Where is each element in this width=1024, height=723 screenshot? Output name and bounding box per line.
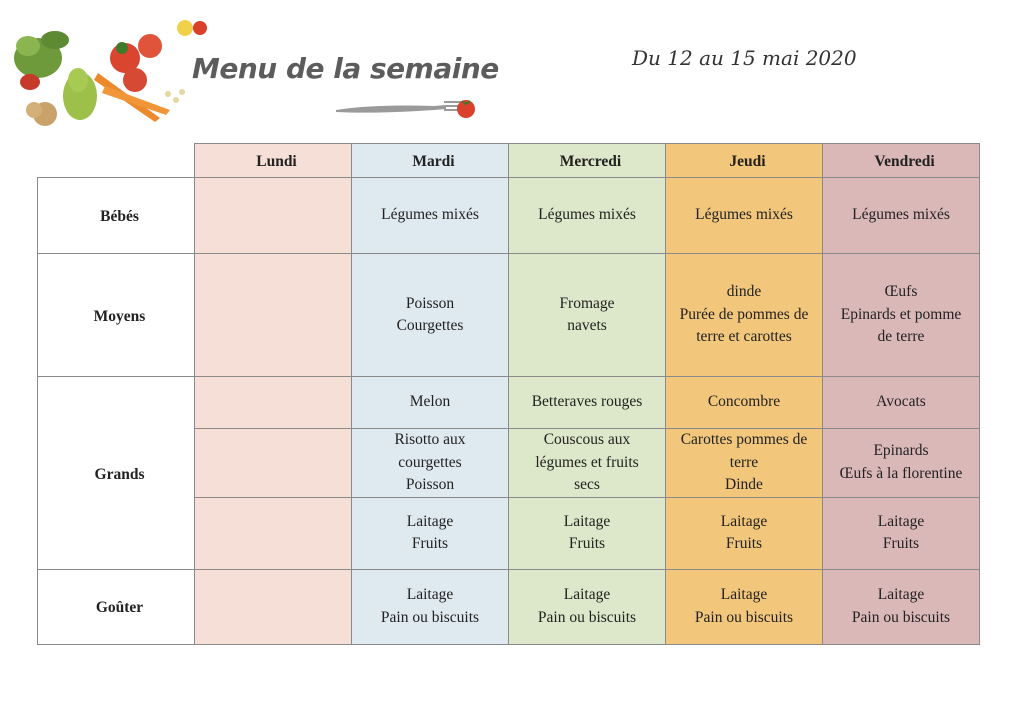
dish-line: Epinards [873,442,929,460]
row-label-moyens: Moyens [38,254,195,377]
cell-gouter-mardi [352,569,509,644]
cell-grands-plat-mercredi [509,429,666,498]
header-row [38,144,980,178]
dish-line: Poisson [405,294,455,312]
dish-line: courgettes [398,453,462,471]
dish-line: Laitage [563,586,611,603]
cell-grands-plat-mardi [352,429,509,498]
cell-moyens-mercredi [509,254,666,377]
dish-line: Purée de pommes de [679,305,809,323]
cell-grands-entree-jeudi: Concombre [666,377,823,429]
dish-line: Pain ou biscuits [694,608,794,626]
page-title: Menu de la semaine [192,52,499,85]
dish-line: Œufs [884,283,918,301]
dish-line: Courgettes [396,317,464,334]
cell-moyens-vendredi [823,254,980,377]
dish-line: Laitage [877,586,925,603]
dish-line: Œufs à la florentine [839,464,963,482]
dish-line: légumes et fruits [535,453,639,471]
dish-line: secs [574,476,600,493]
cell-bebes-vendredi: Légumes mixés [823,178,980,254]
cell-grands-dessert-mercredi [509,497,666,569]
dish-line: dinde [726,283,762,301]
dish-line: Epinards et pomme [840,305,962,323]
cell-gouter-vendredi [823,569,980,644]
vegetables-illustration [10,18,210,128]
cell-grands-dessert-jeudi [666,497,823,569]
dish-line: navets [567,317,607,334]
dish-line: Carottes pommes de [680,431,808,448]
cell-grands-dessert-vendredi [823,497,980,569]
row-label-gouter: Goûter [38,569,195,644]
cell-bebes-mardi: Légumes mixés [352,178,509,254]
date-range: Du 12 au 15 mai 2020 [632,46,857,70]
cell-gouter-mercredi [509,569,666,644]
header-mercredi: Mercredi [509,144,666,178]
dish-line: Dinde [725,476,763,493]
cell-bebes-lundi [195,178,352,254]
cell-gouter-lundi [195,569,352,644]
dish-line: Fromage [559,294,615,312]
cell-grands-plat-jeudi [666,429,823,498]
cell-grands-entree-lundi [195,377,352,429]
dish-line: Poisson [405,476,455,493]
fork-icon [334,96,480,122]
dish-line: Pain ou biscuits [380,608,480,626]
header-lundi: Lundi [195,144,352,178]
dish-line: Laitage [406,586,454,603]
dish-line: Fruits [725,535,763,552]
dish-line: Fruits [882,535,920,552]
cell-grands-entree-mardi: Melon [352,377,509,429]
cell-bebes-jeudi: Légumes mixés [666,178,823,254]
header-vendredi: Vendredi [823,144,980,178]
header-mardi: Mardi [352,144,509,178]
corner-cell [38,144,195,178]
row-bebes [38,178,980,254]
dish-line: Fruits [568,535,606,552]
row-moyens [38,254,980,377]
cell-grands-plat-lundi [195,429,352,498]
row-label-bebes: Bébés [38,178,195,254]
header-jeudi: Jeudi [666,144,823,178]
dish-line: Pain ou biscuits [851,608,951,626]
cell-gouter-jeudi [666,569,823,644]
dish-line: de terre [877,328,925,346]
row-label-grands: Grands [38,377,195,570]
weekly-menu-table [37,143,980,645]
cell-grands-dessert-lundi [195,497,352,569]
dish-line: terre [729,453,759,471]
row-grands-entree [38,377,980,429]
dish-line: Laitage [406,512,454,530]
cell-bebes-mercredi: Légumes mixés [509,178,666,254]
cell-moyens-jeudi [666,254,823,377]
dish-line: Risotto aux [394,431,466,448]
cell-grands-entree-vendredi: Avocats [823,377,980,429]
dish-line: Pain ou biscuits [537,608,637,626]
cell-grands-dessert-mardi [352,497,509,569]
dish-line: Laitage [877,512,925,530]
cell-moyens-lundi [195,254,352,377]
dish-line: Couscous aux [543,431,631,448]
dish-line: Laitage [720,512,768,530]
dish-line: terre et carottes [696,328,792,346]
dish-line: Fruits [411,535,449,552]
dish-line: Laitage [563,512,611,530]
cell-grands-plat-vendredi [823,429,980,498]
cell-grands-entree-mercredi: Betteraves rouges [509,377,666,429]
dish-line: Laitage [720,586,768,603]
row-gouter [38,569,980,644]
cell-moyens-mardi [352,254,509,377]
